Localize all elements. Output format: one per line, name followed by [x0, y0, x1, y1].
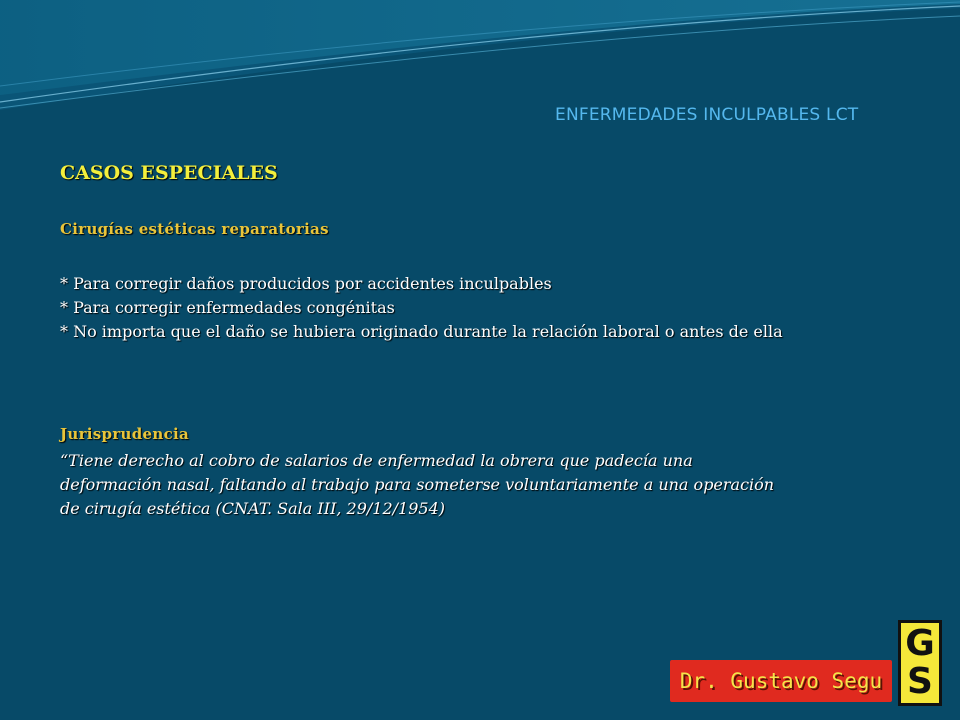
slide-header: ENFERMEDADES INCULPABLES LCT: [555, 105, 859, 125]
quote-line: deformación nasal, faltando al trabajo para someterse voluntariamente a una operación: [60, 475, 775, 494]
bullet-list: [60, 272, 920, 344]
bullet-item: * Para corregir daños producidos por accidentes inculpables: [60, 274, 552, 293]
author-name-badge: [670, 660, 892, 702]
bullet-item: * Para corregir enfermedades congénitas: [60, 298, 395, 317]
logo-letter-s: S: [907, 661, 933, 702]
jurisprudence-quote: [60, 449, 920, 521]
quote-line: de cirugía estética (CNAT. Sala III, 29/12/1954): [60, 499, 446, 518]
subsection-title-jurisprudencia: Jurisprudencia: [60, 425, 190, 443]
bullet-item: * No importa que el daño se hubiera originado durante la relación laboral o antes de ella: [60, 322, 783, 341]
section-title: CASOS ESPECIALES: [60, 162, 278, 184]
quote-line: “Tiene derecho al cobro de salarios de enfermedad la obrera que padecía una: [60, 451, 693, 470]
subsection-title-cirugias: Cirugías estéticas reparatorias: [60, 220, 329, 238]
gs-logo: [898, 620, 942, 706]
logo-letter-g: G: [905, 623, 935, 664]
author-name: Dr. Gustavo Segu: [679, 669, 883, 693]
